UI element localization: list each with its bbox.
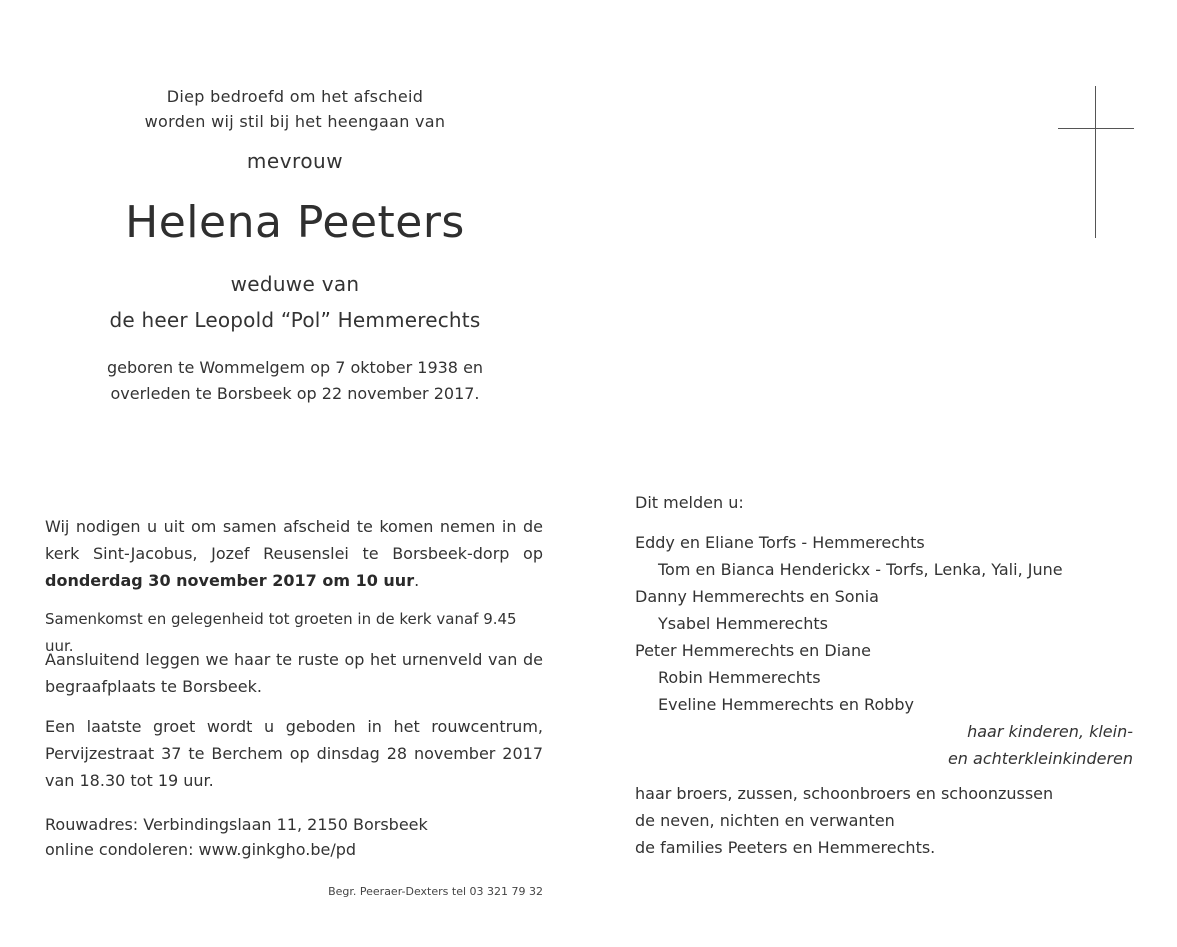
family-intro: Dit melden u: [635, 493, 744, 512]
signature-line-1: haar kinderen, klein- [967, 722, 1133, 741]
cross-horizontal-bar [1058, 128, 1134, 129]
family-member: Eddy en Eliane Torfs - Hemmerechts [635, 533, 925, 552]
intro-line-2: worden wij stil bij het heengaan van [144, 112, 446, 131]
contact-block [45, 812, 543, 862]
birth-line: geboren te Wommelgem op 7 oktober 1938 en [106, 358, 484, 377]
family-member: Danny Hemmerechts en Sonia [635, 587, 879, 606]
family-member: Tom en Bianca Henderickx - Torfs, Lenka, Yali, June [658, 560, 1063, 579]
husband-name: de heer Leopold “Pol” Hemmerechts [109, 308, 481, 332]
undertaker-credit: Begr. Peeraer-Dexters tel 03 321 79 32 [328, 885, 543, 898]
extended-family [635, 780, 1133, 861]
burial-paragraph: Aansluitend leggen we haar te ruste op het urnenveld van de begraafplaats te Borsbeek. [45, 650, 543, 696]
widow-of-label: weduwe van [230, 272, 360, 296]
last-greeting-paragraph: Een laatste groet wordt u geboden in het rouwcentrum, Pervijzestraat 37 te Berchem op dinsdag 28 november 2017 van 18.30 tot 19 uur. [45, 717, 543, 790]
family-signature [635, 718, 1133, 772]
life-dates [45, 355, 545, 407]
invitation-text: Wij nodigen u uit om samen afscheid te komen nemen in de kerk Sint-Jacobus, Jozef Reusenslei te Borsbeek-dorp op [45, 517, 543, 563]
online-condolences: online condoleren: www.ginkgho.be/pd [45, 840, 357, 859]
honorific: mevrouw [246, 149, 344, 173]
signature-line-2: en achterkleinkinderen [947, 749, 1133, 768]
extended-family-line: de families Peeters en Hemmerechts. [635, 838, 936, 857]
gathering-paragraph: Samenkomst en gelegenheid tot groeten in de kerk vanaf 9.45 uur. [45, 610, 517, 655]
ceremony-datetime: donderdag 30 november 2017 om 10 uur [45, 571, 415, 590]
extended-family-line: de neven, nichten en verwanten [635, 811, 895, 830]
invitation-paragraph [45, 513, 543, 594]
intro-text [45, 84, 545, 134]
family-member: Robin Hemmerechts [658, 668, 821, 687]
invitation-period: . [414, 571, 420, 590]
family-member: Eveline Hemmerechts en Robby [658, 695, 915, 714]
intro-line-1: Diep bedroefd om het afscheid [166, 87, 424, 106]
deceased-name: Helena Peeters [125, 197, 465, 248]
mourning-address: Rouwadres: Verbindingslaan 11, 2150 Borsbeek [45, 815, 428, 834]
death-line: overleden te Borsbeek op 22 november 2017. [110, 384, 480, 403]
cross-vertical-bar [1095, 86, 1096, 238]
family-member: Ysabel Hemmerechts [658, 614, 828, 633]
family-list [635, 529, 1133, 718]
family-member: Peter Hemmerechts en Diane [635, 641, 871, 660]
extended-family-line: haar broers, zussen, schoonbroers en schoonzussen [635, 784, 1054, 803]
